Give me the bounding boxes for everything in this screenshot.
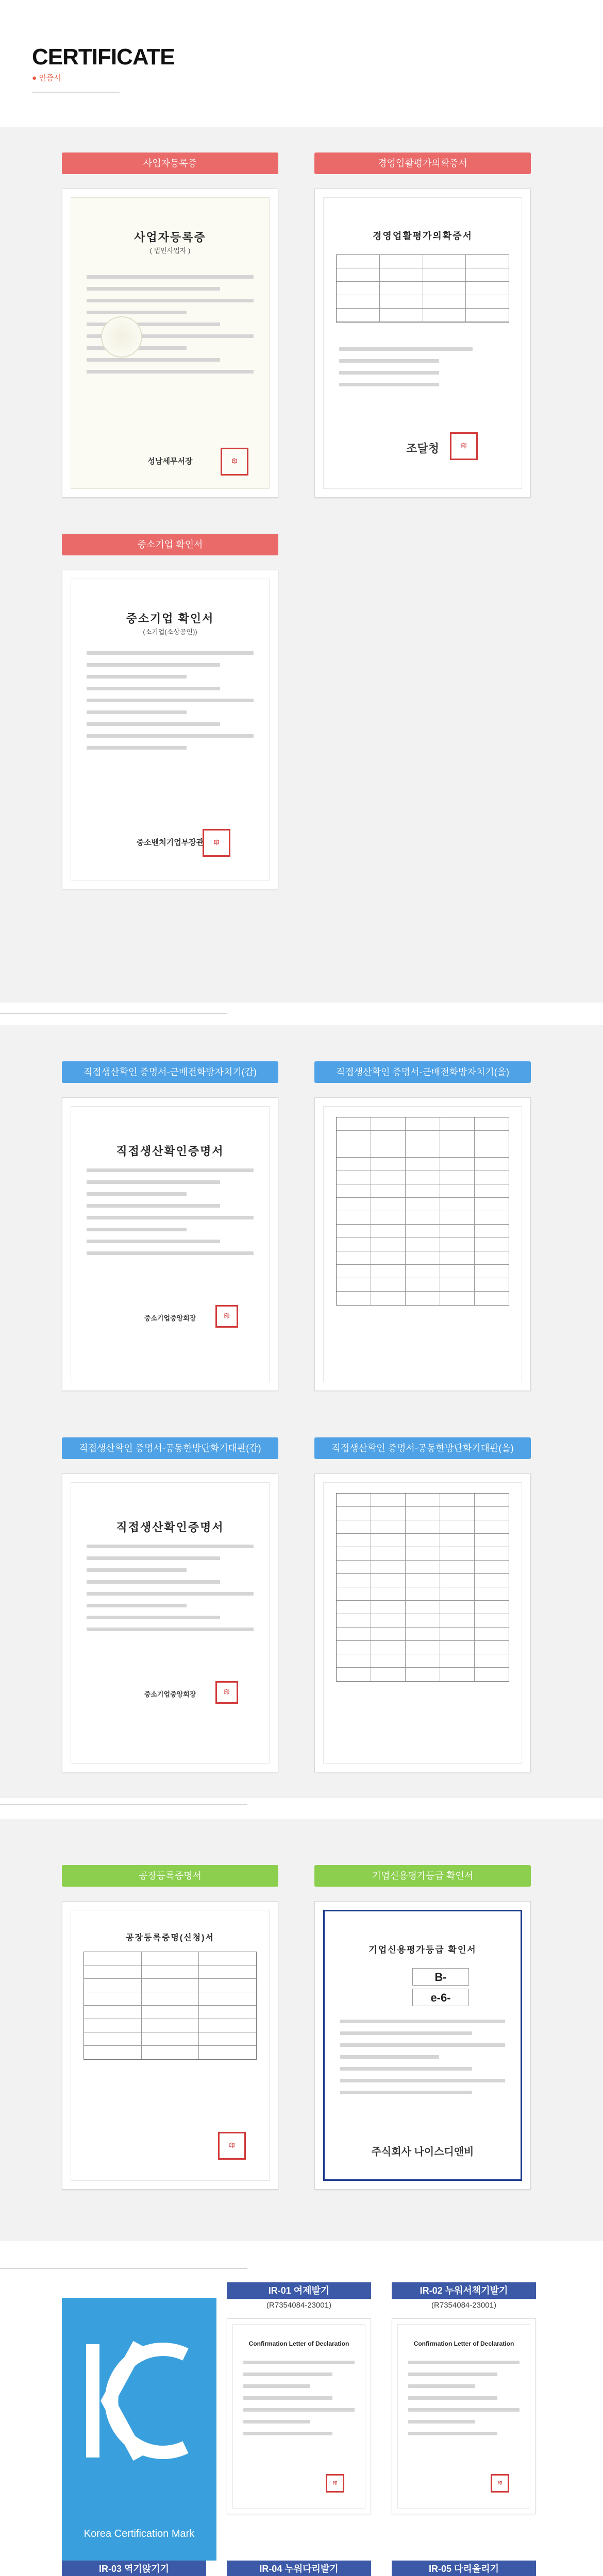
label-direct-prod-2: 직접생산확인 증명서-근배전화방자치기(을) — [314, 1061, 531, 1083]
official-stamp: 印 — [221, 448, 248, 476]
doc-subtitle: (소기업(소상공인)) — [143, 628, 197, 636]
doc-subtitle: ( 법인사업자 ) — [149, 247, 191, 255]
doc-issuer: 조달청 — [406, 442, 439, 455]
cert-direct-prod-1[interactable] — [62, 1097, 278, 1391]
kc-caption: Korea Certification Mark — [83, 2528, 195, 2539]
label-factory-registration: 공장등록증명서 — [62, 1865, 278, 1887]
kc-item-code-1: (R7354084-23001) — [266, 2301, 331, 2310]
doc-title: 기업신용평가등급 확인서 — [368, 1945, 477, 1955]
doc-issuer: 중소기업중앙회장 — [144, 1314, 196, 1322]
cert-direct-prod-3[interactable] — [62, 1473, 278, 1772]
label-direct-prod-3: 직접생산확인 증명서-공동한방단화기대판(갑) — [62, 1437, 278, 1459]
kc-cert-1[interactable]: Confirmation Letter of Declaration 印 — [227, 2318, 371, 2514]
label-direct-prod-4: 직접생산확인 증명서-공동한방단화기대판(을) — [314, 1437, 531, 1459]
cert-management-eval[interactable] — [314, 189, 531, 498]
doc-issuer: 성남세무서장 — [147, 457, 193, 466]
doc-title: 사업자등록증 — [134, 231, 206, 244]
page-subtitle: ● 인증서 — [32, 74, 61, 82]
kc-item-code-2: (R7354084-23001) — [431, 2301, 496, 2310]
doc-title: 직접생산확인증명서 — [116, 1521, 224, 1534]
section-factory-credit — [0, 1819, 603, 2241]
cert-direct-prod-2[interactable] — [314, 1097, 531, 1391]
page-title: CERTIFICATE — [32, 44, 175, 70]
section-direct-production — [0, 1025, 603, 1798]
watermark-seal — [101, 316, 142, 358]
label-credit-rating: 기업신용평가등급 확인서 — [314, 1865, 531, 1887]
official-stamp: 印 — [218, 2132, 246, 2160]
kc-item-title-5: IR-05 다리올리기 — [392, 2561, 536, 2576]
header-divider — [32, 92, 120, 93]
kc-logo-icon — [62, 2298, 216, 2504]
doc-title: 중소기업 확인서 — [126, 612, 214, 625]
doc-issuer: 중소기업중앙회장 — [144, 1690, 196, 1698]
doc-issuer: 주식회사 나이스디앤비 — [371, 2146, 474, 2158]
kc-item-title-4: IR-04 누워다리발기 — [227, 2561, 371, 2576]
cert-factory-registration[interactable] — [62, 1901, 278, 2190]
cash-flow-grade: e-6- — [412, 1989, 469, 2006]
official-stamp: 印 — [215, 1681, 238, 1704]
doc-title: 경영업활평가의확증서 — [373, 231, 473, 241]
kc-mark-panel — [62, 2298, 216, 2561]
kc-item-title-1: IR-01 여제발기 — [227, 2282, 371, 2299]
page-header — [0, 0, 603, 108]
label-business-registration: 사업자등록증 — [62, 152, 278, 174]
section-kc — [0, 2282, 603, 2576]
cert-direct-prod-4[interactable] — [314, 1473, 531, 1772]
official-stamp: 印 — [215, 1305, 238, 1328]
credit-grade: B- — [412, 1968, 469, 1986]
doc-title: 공장등록증명(신청)서 — [126, 1934, 214, 1942]
cert-business-registration[interactable] — [62, 189, 278, 498]
cert-sme-confirmation[interactable] — [62, 570, 278, 889]
kc-item-title-2: IR-02 누워서책기발기 — [392, 2282, 536, 2299]
label-management-eval: 경영업활평가의확증서 — [314, 152, 531, 174]
doc-issuer: 중소벤처기업부장관 — [136, 838, 204, 847]
doc-title: 직접생산확인증명서 — [116, 1145, 224, 1158]
kc-cert-2[interactable]: Confirmation Letter of Declaration 印 — [392, 2318, 536, 2514]
label-direct-prod-1: 직접생산확인 증명서-근배전화방자치기(갑) — [62, 1061, 278, 1083]
kc-item-title-3: IR-03 역기앉기기 — [62, 2561, 206, 2576]
label-sme-confirmation: 중소기업 확인서 — [62, 534, 278, 555]
official-stamp: 印 — [203, 829, 230, 857]
section-business-docs — [0, 127, 603, 1003]
official-stamp: 印 — [450, 432, 478, 460]
cert-credit-rating[interactable] — [314, 1901, 531, 2190]
